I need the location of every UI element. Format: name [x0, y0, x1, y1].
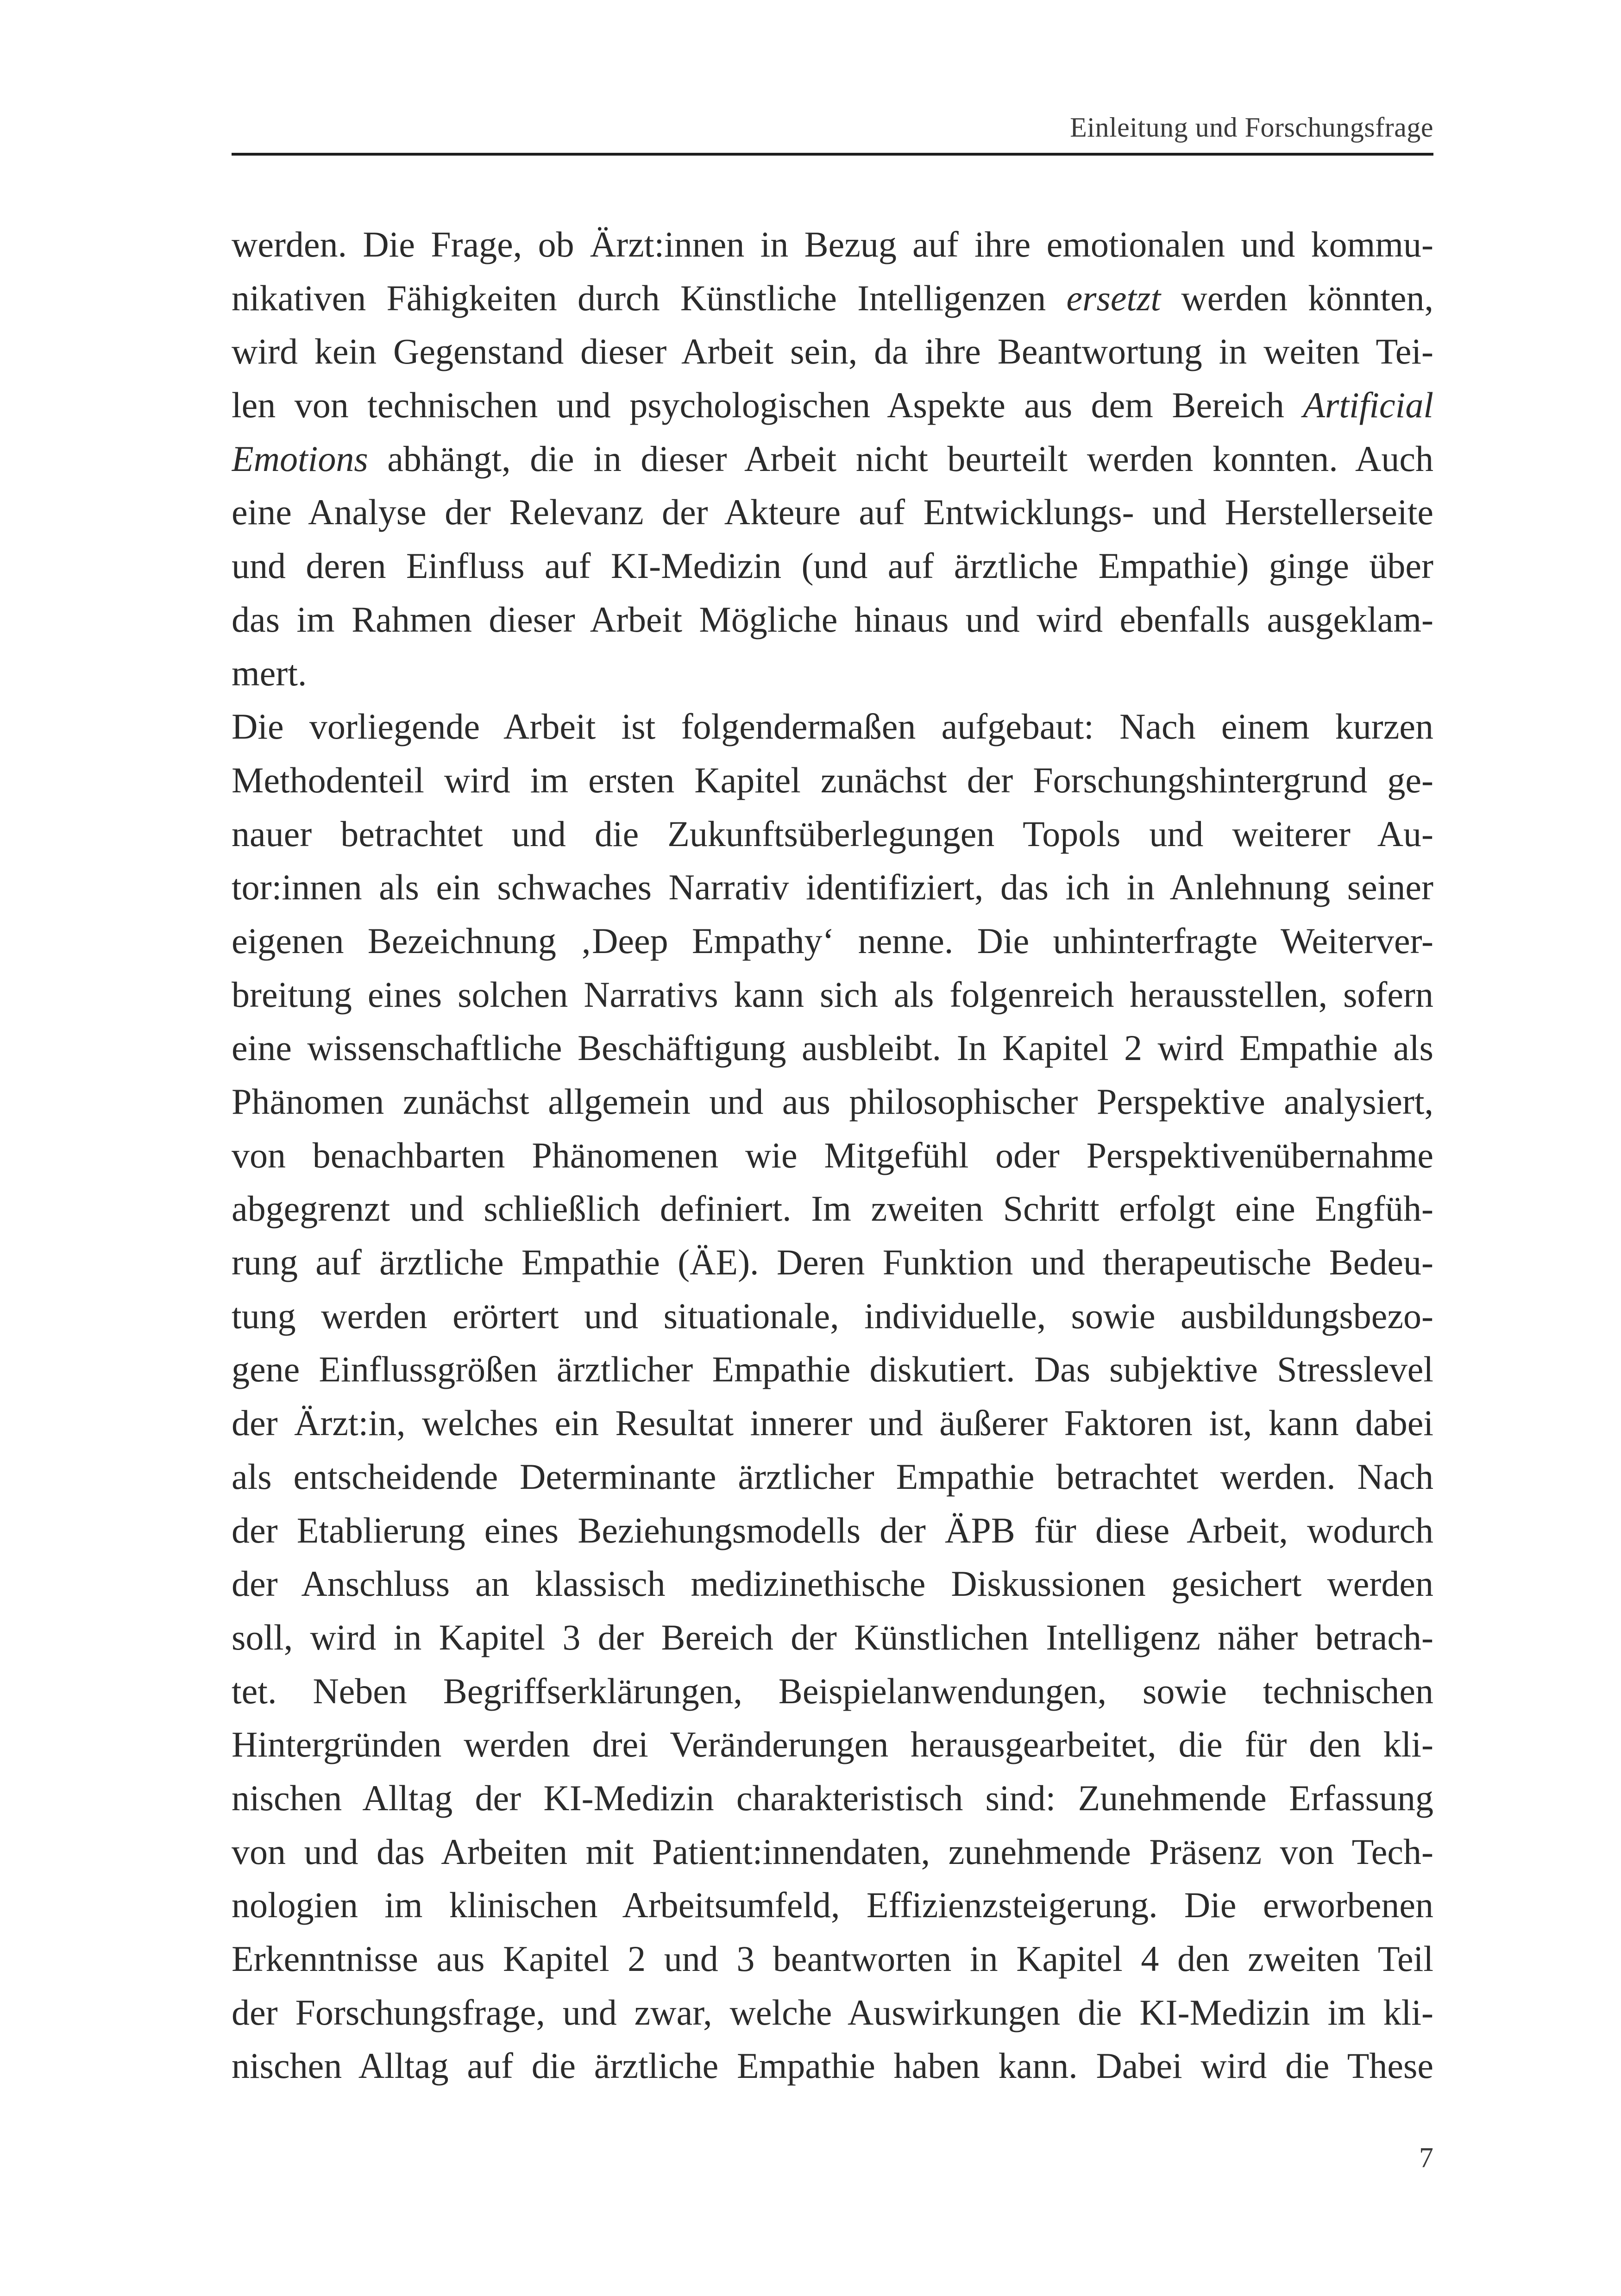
text-line: Emotions abhängt, die in dieser Arbeit nicht beurteilt werden konnten. Auch — [232, 438, 1433, 479]
text-line: len von technischen und psychologischen Aspekte aus dem Bereich Artificial — [232, 385, 1433, 426]
text-line: soll, wird in Kapitel 3 der Bereich der Künstlichen Intelligenz näher betrach- — [232, 1617, 1433, 1657]
page-number: 7 — [1419, 2142, 1433, 2174]
text-line: Hintergründen werden drei Veränderungen herausgearbeitet, die für den kli- — [232, 1724, 1433, 1765]
text-line: Methodenteil wird im ersten Kapitel zunächst der Forschungshintergrund ge- — [232, 759, 1433, 800]
text-line: nischen Alltag der KI-Medizin charakteristisch sind: Zunehmende Erfassung — [232, 1777, 1433, 1818]
emphasis: Artificial — [1303, 385, 1433, 426]
text-line: gene Einflussgrößen ärztlicher Empathie diskutiert. Das subjektive Stresslevel — [232, 1349, 1433, 1390]
text-line: der Forschungsfrage, und zwar, welche Auswirkungen die KI-Medizin im kli- — [232, 1992, 1433, 2033]
text-line: nologien im klinischen Arbeitsumfeld, Effizienzsteigerung. Die erworbenen — [232, 1885, 1433, 1926]
text-line: und deren Einfluss auf KI-Medizin (und auf ärztliche Empathie) ginge über — [232, 546, 1433, 586]
text-line: nischen Alltag auf die ärztliche Empathie haben kann. Dabei wird die These — [232, 2045, 1433, 2086]
text-line: der Etablierung eines Beziehungsmodells der ÄPB für diese Arbeit, wodurch — [232, 1510, 1433, 1550]
text-line: nikativen Fähigkeiten durch Künstliche Intelligenzen ersetzt werden könnten, — [232, 277, 1433, 318]
text-line: eine Analyse der Relevanz der Akteure auf Entwicklungs- und Herstellerseite — [232, 492, 1433, 533]
text-line: abgegrenzt und schließlich definiert. Im zweiten Schritt erfolgt eine Engfüh- — [232, 1188, 1433, 1229]
header-rule — [232, 153, 1433, 156]
text-line: eine wissenschaftliche Beschäftigung ausbleibt. In Kapitel 2 wird Empathie als — [232, 1028, 1433, 1068]
text-line: eigenen Bezeichnung ‚Deep Empathy‘ nenne. Die unhinterfragte Weiterver- — [232, 920, 1433, 961]
text-line: von benachbarten Phänomenen wie Mitgefühl oder Perspektivenübernahme — [232, 1135, 1433, 1175]
text-line: von und das Arbeiten mit Patient:innendaten, zunehmende Präsenz von Tech- — [232, 1831, 1433, 1872]
text-line: wird kein Gegenstand dieser Arbeit sein, da ihre Beantwortung in weiten Tei- — [232, 331, 1433, 372]
emphasis: Emotions — [232, 438, 368, 479]
text-line: tor:innen als ein schwaches Narrativ identifiziert, das ich in Anlehnung seiner — [232, 867, 1433, 908]
text-line: werden. Die Frage, ob Ärzt:innen in Bezug auf ihre emotionalen und kommu- — [232, 224, 1433, 264]
emphasis: ersetzt — [1066, 277, 1161, 318]
text-line: rung auf ärztliche Empathie (ÄE). Deren Funktion und therapeutische Bedeu- — [232, 1242, 1433, 1283]
body-text — [232, 218, 1433, 2093]
text-line: breitung eines solchen Narrativs kann sich als folgenreich herausstellen, sofern — [232, 974, 1433, 1015]
text-line: Erkenntnisse aus Kapitel 2 und 3 beantworten in Kapitel 4 den zweiten Teil — [232, 1938, 1433, 1979]
text-line: nauer betrachtet und die Zukunftsüberlegungen Topols und weiterer Au- — [232, 813, 1433, 854]
text-line: der Ärzt:in, welches ein Resultat innerer und äußerer Faktoren ist, kann dabei — [232, 1403, 1433, 1443]
text-line: tung werden erörtert und situationale, individuelle, sowie ausbildungsbezo- — [232, 1295, 1433, 1336]
running-header: Einleitung und Forschungsfrage — [1070, 112, 1433, 143]
text-line: der Anschluss an klassisch medizinethische Diskussionen gesichert werden — [232, 1563, 1433, 1604]
text-line: als entscheidende Determinante ärztlicher Empathie betrachtet werden. Nach — [232, 1456, 1433, 1497]
text-line: Die vorliegende Arbeit ist folgendermaßen aufgebaut: Nach einem kurzen — [232, 706, 1433, 747]
text-line: das im Rahmen dieser Arbeit Mögliche hinaus und wird ebenfalls ausgeklam- — [232, 599, 1433, 640]
text-line: tet. Neben Begriffserklärungen, Beispielanwendungen, sowie technischen — [232, 1670, 1433, 1711]
text-line: mert. — [232, 652, 307, 693]
text-line: Phänomen zunächst allgemein und aus philosophischer Perspektive analysiert, — [232, 1081, 1433, 1122]
